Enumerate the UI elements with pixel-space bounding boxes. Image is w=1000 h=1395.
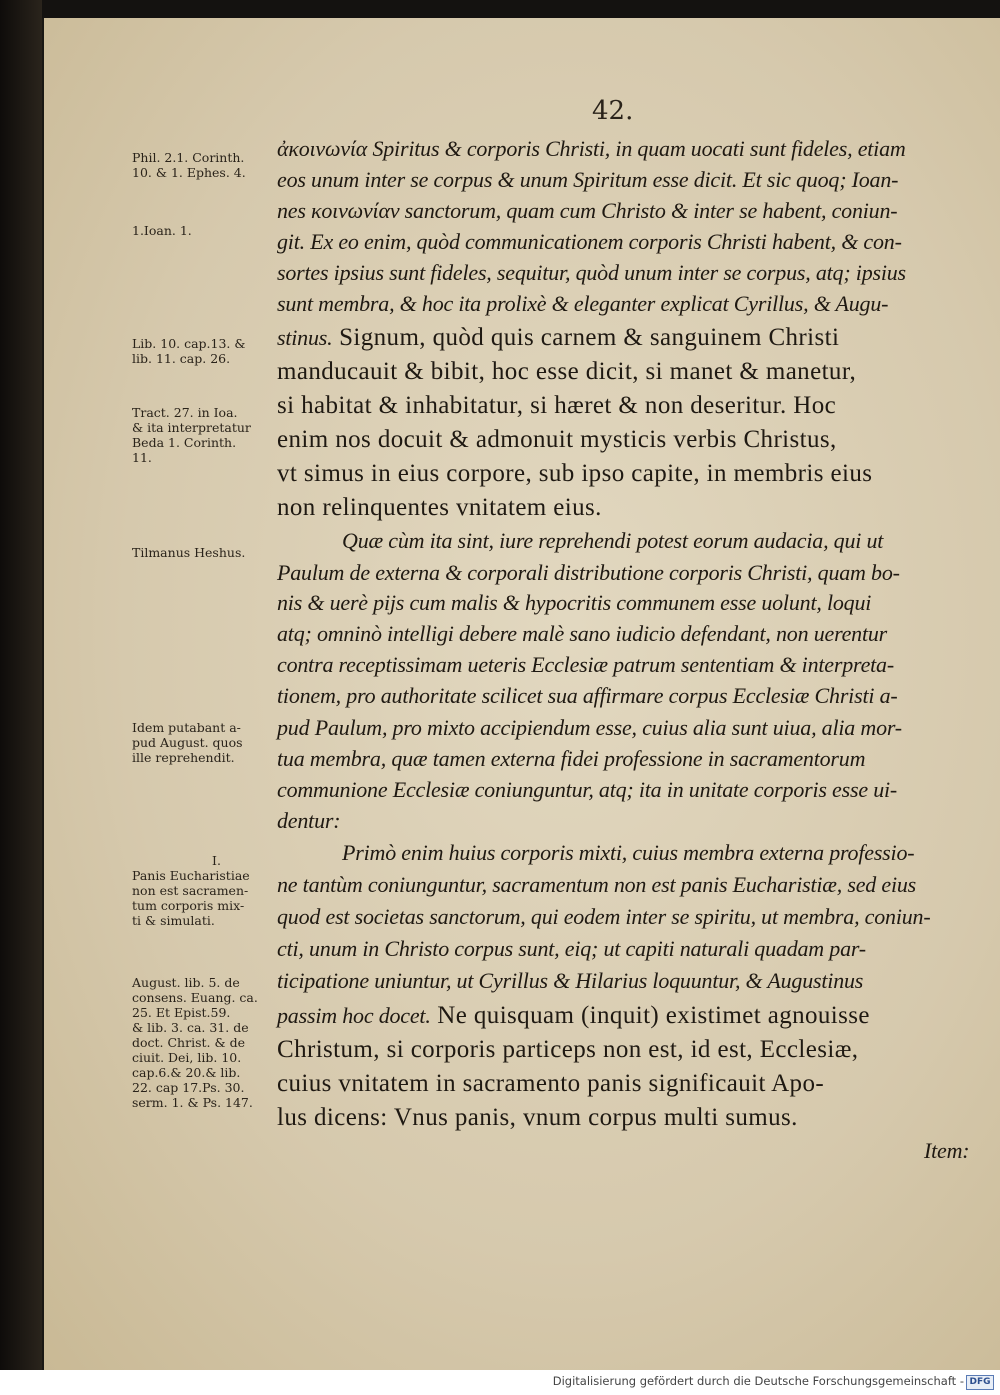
body-line-roman: Signum, quòd quis carnem & sanguinem Christi — [332, 324, 840, 351]
dfg-logo-icon: DFG — [966, 1375, 994, 1390]
margin-note-line: consens. Euang. ca. — [132, 990, 258, 1005]
margin-note-line: 22. cap 17.Ps. 30. — [132, 1080, 245, 1095]
body-line — [277, 324, 997, 352]
body-line-italic: passim hoc docet. — [277, 1003, 431, 1028]
margin-note-line: 25. Et Epist.59. — [132, 1005, 231, 1020]
body-line: eos unum inter se corpus & unum Spiritum esse dicit. Et sic quoq; Ioan- — [277, 167, 899, 192]
body-line: vt simus in eius corpore, sub ipso capite, in membris eius — [277, 460, 873, 487]
body-line: communione Ecclesiæ coniunguntur, atq; ita in unitate corporis esse ui- — [277, 777, 898, 802]
body-line: atq; omninò intelligi debere malè sano iudicio defendant, non uerentur — [277, 621, 888, 646]
body-line-italic: stinus. — [277, 325, 333, 350]
margin-note-line: & ita interpretatur — [132, 420, 251, 435]
margin-note-line: tum corporis mix- — [132, 898, 245, 913]
margin-note-line: ciuit. Dei, lib. 10. — [132, 1050, 242, 1065]
body-line: ἀκοινωνία Spiritus & corporis Christi, in quam uocati sunt fideles, etiam — [277, 136, 906, 161]
body-line — [277, 1002, 997, 1030]
body-line: sortes ipsius sunt fideles, sequitur, quòd unum inter se corpus, atq; ipsius — [277, 260, 906, 285]
footer-bar — [0, 1370, 1000, 1395]
body-line: tua membra, quæ tamen externa fidei professione in sacramentorum — [277, 746, 866, 771]
margin-note-line: 10. & 1. Ephes. 4. — [132, 165, 246, 180]
body-line: pud Paulum, pro mixto accipiendum esse, cuius alia sunt uiua, alia mor- — [277, 715, 902, 740]
margin-note-line: Tract. 27. in Ioa. — [132, 405, 238, 420]
catchword: Item: — [924, 1138, 970, 1163]
margin-note-line: 1.Ioan. 1. — [132, 223, 192, 238]
body-line: ne tantùm coniunguntur, sacramentum non est panis Eucharistiæ, sed eius — [277, 872, 917, 897]
body-line: Primò enim huius corporis mixti, cuius membra externa professio- — [342, 840, 915, 865]
body-line: dentur: — [277, 808, 341, 833]
margin-note-line: pud August. quos — [132, 735, 243, 750]
body-line: cti, unum in Christo corpus sunt, eiq; ut capiti naturali quadam par- — [277, 936, 866, 961]
margin-note-line: I. — [212, 853, 221, 868]
page-number: 42. — [592, 96, 634, 126]
body-line: Quæ cùm ita sint, iure reprehendi potest eorum audacia, qui ut — [342, 528, 884, 553]
margin-note-line: 11. — [132, 450, 152, 465]
margin-note-line: cap.6.& 20.& lib. — [132, 1065, 241, 1080]
body-line: Christum, si corporis particeps non est, id est, Ecclesiæ, — [277, 1036, 859, 1063]
body-line: si habitat & inhabitatur, si hæret & non deseritur. Hoc — [277, 392, 837, 419]
margin-note-line: non est sacramen- — [132, 883, 249, 898]
margin-note-line: serm. 1. & Ps. 147. — [132, 1095, 253, 1110]
body-line: contra receptissimam ueteris Ecclesiæ patrum sententiam & interpreta- — [277, 652, 894, 677]
margin-note-line: ille reprehendit. — [132, 750, 235, 765]
body-line: nis & uerè pijs cum malis & hypocritis communem esse uolunt, loqui — [277, 590, 872, 615]
margin-note-line: Idem putabant a- — [132, 720, 241, 735]
margin-note-line: August. lib. 5. de — [132, 975, 240, 990]
scan-frame-top — [0, 0, 1000, 18]
margin-note-line: ti & simulati. — [132, 913, 215, 928]
body-line: cuius vnitatem in sacramento panis significauit Apo- — [277, 1070, 825, 1097]
scan-frame-left — [0, 0, 42, 1370]
body-line: quod est societas sanctorum, qui eodem inter se spiritu, ut membra, coniun- — [277, 904, 931, 929]
body-line: lus dicens: Vnus panis, vnum corpus multi sumus. — [277, 1104, 798, 1131]
margin-note-line: Lib. 10. cap.13. & — [132, 336, 246, 351]
margin-note-line: doct. Christ. & de — [132, 1035, 245, 1050]
margin-note-line: lib. 11. cap. 26. — [132, 351, 231, 366]
body-line: nes κοινωνίαν sanctorum, quam cum Christo & inter se habent, coniun- — [277, 198, 898, 223]
margin-note — [132, 545, 307, 560]
book-page — [44, 18, 1000, 1370]
body-line: tionem, pro authoritate scilicet sua affirmare corpus Ecclesiæ Christi a- — [277, 683, 898, 708]
margin-note-line: Beda 1. Corinth. — [132, 435, 237, 450]
body-line: sunt membra, & hoc ita prolixè & eleganter explicat Cyrillus, & Augu- — [277, 291, 889, 316]
body-line: Paulum de externa & corporali distributione corporis Christi, quam bo- — [277, 560, 900, 585]
body-line: enim nos docuit & admonuit mysticis verbis Christus, — [277, 426, 837, 453]
footer-credit: Digitalisierung gefördert durch die Deutsche Forschungsgemeinschaft - — [552, 1374, 964, 1388]
body-line: ticipatione uniuntur, ut Cyrillus & Hilarius loquuntur, & Augustinus — [277, 968, 864, 993]
body-line: git. Ex eo enim, quòd communicationem corporis Christi habent, & con- — [277, 229, 902, 254]
margin-note-line: Tilmanus Heshus. — [132, 545, 246, 560]
body-line-roman: Ne quisquam (inquit) existimet agnouisse — [430, 1002, 870, 1029]
margin-note-line: Phil. 2.1. Corinth. — [132, 150, 245, 165]
body-line: manducauit & bibit, hoc esse dicit, si manet & manetur, — [277, 358, 857, 385]
margin-note-line: Panis Eucharistiae — [132, 868, 250, 883]
margin-note-line: & lib. 3. ca. 31. de — [132, 1020, 249, 1035]
body-line: non relinquentes vnitatem eius. — [277, 494, 602, 521]
